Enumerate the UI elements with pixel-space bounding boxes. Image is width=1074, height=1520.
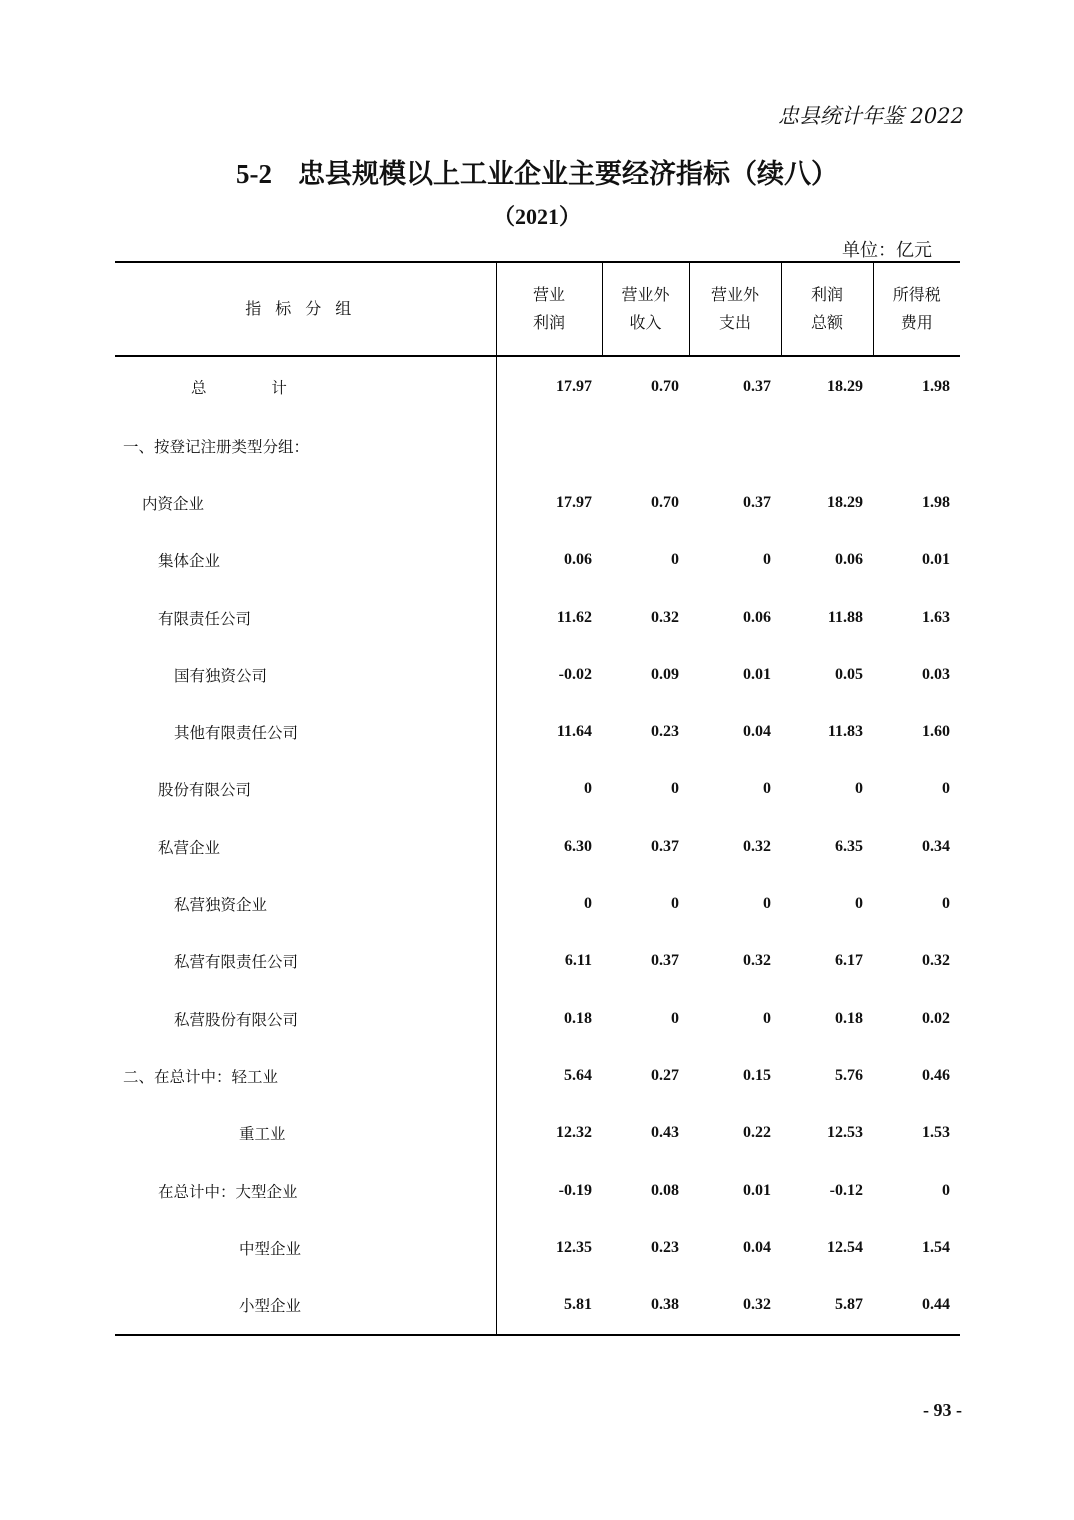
value-cell: 0.44 <box>873 1276 960 1334</box>
header-line: 营业 <box>532 285 565 304</box>
table-number: 5-2 <box>236 159 272 189</box>
value-cell: 0.27 <box>651 1066 679 1084</box>
value-cell: 0.03 <box>922 665 950 683</box>
value-cell: 0.18 <box>564 1009 592 1027</box>
table-row <box>115 990 960 1047</box>
value-cell: 0.32 <box>922 952 950 970</box>
header-line: 营业外 <box>710 285 759 304</box>
row-label: 股份有限公司 <box>115 761 496 818</box>
value-cell: 0.06 <box>835 551 863 569</box>
value-cell: 0.38 <box>602 1276 689 1334</box>
value-cell: 5.87 <box>781 1276 873 1334</box>
value-cell: 1.98 <box>922 493 950 511</box>
value-cell: 11.62 <box>556 608 592 626</box>
header-line: 总额 <box>810 313 843 332</box>
header-line: 支出 <box>718 313 751 332</box>
value-cell: 12.53 <box>827 1124 863 1142</box>
page-number: - 93 - <box>923 1400 962 1420</box>
value-cell <box>496 417 602 474</box>
value-cell: 0.23 <box>651 723 679 741</box>
value-cell: 0.43 <box>651 1124 679 1142</box>
row-label: 私营有限责任公司 <box>115 933 496 990</box>
value-cell: 11.64 <box>556 723 592 741</box>
value-cell: 0.34 <box>922 837 950 855</box>
header-line: 费用 <box>900 313 933 332</box>
value-cell: 0.70 <box>651 493 679 511</box>
value-cell: 6.35 <box>835 837 863 855</box>
value-cell: 0 <box>671 1009 679 1027</box>
value-cell: 0 <box>942 895 950 913</box>
header-line: 利润 <box>810 285 843 304</box>
value-cell <box>873 417 960 474</box>
table-title-text: 忠县规模以上工业企业主要经济指标（续八） <box>298 159 838 190</box>
table-row <box>115 532 960 589</box>
row-label: 二、在总计中：轻工业 <box>115 1047 496 1104</box>
value-cell: 1.60 <box>922 723 950 741</box>
value-cell: 0.09 <box>651 665 679 683</box>
value-cell: 0.06 <box>743 608 771 626</box>
table-row <box>115 1219 960 1276</box>
value-cell: 0.70 <box>651 378 679 395</box>
value-cell: 0 <box>584 895 592 913</box>
table-row <box>115 703 960 760</box>
value-cell: 0 <box>763 780 771 798</box>
value-cell: 12.35 <box>556 1238 592 1256</box>
header-row <box>115 262 960 356</box>
header-group: 指标分组 <box>115 262 496 356</box>
value-cell: 1.98 <box>922 378 950 395</box>
table-row <box>115 1162 960 1219</box>
value-cell: 0 <box>671 895 679 913</box>
table-row <box>115 474 960 531</box>
table-row <box>115 875 960 932</box>
value-cell: 0.32 <box>651 608 679 626</box>
table-row <box>115 933 960 990</box>
row-label: 其他有限责任公司 <box>115 703 496 760</box>
table-row <box>115 818 960 875</box>
value-cell: 6.17 <box>835 952 863 970</box>
row-label: 小型企业 <box>115 1276 496 1334</box>
value-cell: 6.11 <box>564 952 592 970</box>
header-line: 收入 <box>629 313 662 332</box>
table-row <box>115 1047 960 1104</box>
value-cell: 0.23 <box>651 1238 679 1256</box>
table-row <box>115 356 960 417</box>
value-cell: 11.83 <box>827 723 863 741</box>
value-cell: 0.32 <box>689 1276 781 1334</box>
value-cell: 18.29 <box>827 493 863 511</box>
header-line: 利润 <box>532 313 565 332</box>
row-label: 国有独资公司 <box>115 646 496 703</box>
table-title <box>0 152 1074 191</box>
row-label: 重工业 <box>115 1105 496 1162</box>
value-cell <box>602 417 689 474</box>
table-row <box>115 589 960 646</box>
value-cell: 0.02 <box>922 1009 950 1027</box>
value-cell: 0.01 <box>743 665 771 683</box>
value-cell: 0 <box>855 895 863 913</box>
header-line: 所得税 <box>892 285 941 304</box>
value-cell: -0.02 <box>558 665 592 683</box>
table-row <box>115 417 960 474</box>
value-cell: 5.81 <box>496 1276 602 1334</box>
value-cell: 5.76 <box>835 1066 863 1084</box>
value-cell: 18.29 <box>827 378 863 395</box>
row-label: 总 计 <box>115 356 496 417</box>
row-label: 中型企业 <box>115 1219 496 1276</box>
row-label: 私营企业 <box>115 818 496 875</box>
header-total-profit <box>781 262 873 356</box>
value-cell: 0.37 <box>743 378 771 395</box>
value-cell: 0.37 <box>651 837 679 855</box>
value-cell: 0.06 <box>564 551 592 569</box>
running-head: 忠县统计年鉴 2022 <box>777 104 964 128</box>
row-label: 私营独资企业 <box>115 875 496 932</box>
value-cell: 0.15 <box>743 1066 771 1084</box>
value-cell: 0.01 <box>743 1181 771 1199</box>
value-cell: 11.88 <box>827 608 863 626</box>
value-cell: 17.97 <box>556 378 592 395</box>
table-year: （2021） <box>492 204 581 229</box>
value-cell: 0 <box>584 780 592 798</box>
value-cell: 12.32 <box>556 1124 592 1142</box>
value-cell: 0 <box>763 895 771 913</box>
value-cell: 0.05 <box>835 665 863 683</box>
value-cell: 5.64 <box>564 1066 592 1084</box>
table-row <box>115 1276 960 1334</box>
header-income-tax <box>873 262 960 356</box>
value-cell: 0.18 <box>835 1009 863 1027</box>
row-label: 私营股份有限公司 <box>115 990 496 1047</box>
row-label: 在总计中：大型企业 <box>115 1162 496 1219</box>
row-label: 一、按登记注册类型分组： <box>115 417 496 474</box>
header-non-operating-expense <box>689 262 781 356</box>
value-cell: 0.04 <box>743 1238 771 1256</box>
indicator-table <box>115 261 960 1336</box>
value-cell: -0.12 <box>829 1181 863 1199</box>
value-cell: 0.08 <box>651 1181 679 1199</box>
value-cell: 0 <box>855 780 863 798</box>
value-cell: 0.22 <box>743 1124 771 1142</box>
value-cell: 0 <box>763 1009 771 1027</box>
value-cell: 6.30 <box>564 837 592 855</box>
header-non-operating-income <box>602 262 689 356</box>
value-cell: 0 <box>671 551 679 569</box>
value-cell: 0.32 <box>743 952 771 970</box>
value-cell: 0 <box>671 780 679 798</box>
value-cell: 0.37 <box>743 493 771 511</box>
row-label: 内资企业 <box>115 474 496 531</box>
row-label: 集体企业 <box>115 532 496 589</box>
value-cell: 17.97 <box>556 493 592 511</box>
table-row <box>115 761 960 818</box>
table-row <box>115 1105 960 1162</box>
value-cell <box>781 417 873 474</box>
value-cell: 0.04 <box>743 723 771 741</box>
header-line: 营业外 <box>621 285 670 304</box>
value-cell: -0.19 <box>558 1181 592 1199</box>
value-cell: 0.32 <box>743 837 771 855</box>
row-label: 有限责任公司 <box>115 589 496 646</box>
value-cell: 1.63 <box>922 608 950 626</box>
value-cell: 0 <box>942 780 950 798</box>
value-cell: 0 <box>763 551 771 569</box>
header-operating-profit <box>496 262 602 356</box>
value-cell: 0.37 <box>651 952 679 970</box>
value-cell <box>689 417 781 474</box>
unit-label: 单位：亿元 <box>842 240 932 261</box>
value-cell: 1.53 <box>922 1124 950 1142</box>
value-cell: 0 <box>942 1181 950 1199</box>
value-cell: 0.46 <box>922 1066 950 1084</box>
value-cell: 1.54 <box>922 1238 950 1256</box>
value-cell: 12.54 <box>827 1238 863 1256</box>
value-cell: 0.01 <box>922 551 950 569</box>
table-row <box>115 646 960 703</box>
